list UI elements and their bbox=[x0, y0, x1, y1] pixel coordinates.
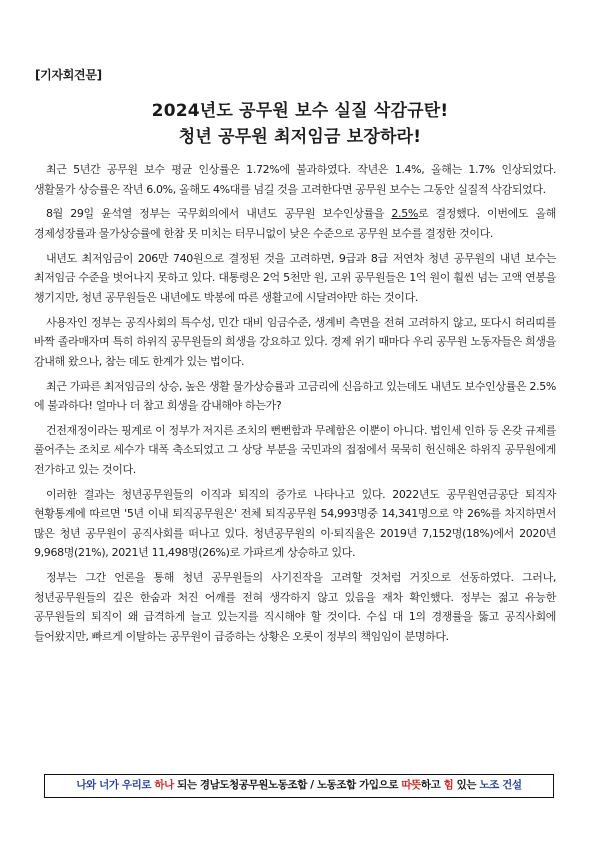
paragraph-2 bbox=[34, 204, 556, 243]
paragraph-5: 최근 가파른 최저임금의 상승, 높은 생활 물가상승률과 고금리에 신음하고 있는데도 내년도 보수인상률은 2.5%에 불과하다! 얼마나 더 참고 희생을 감내해야 하는가? bbox=[34, 379, 556, 413]
slogan-highlight-hana: 하나 bbox=[154, 779, 174, 791]
raise-rate-underlined: 2.5% bbox=[391, 207, 418, 221]
paragraph-3: 내년도 최저임금이 206만 740원으로 결정된 것을 고려하면, 9급과 8급 저연차 청년 공무원의 내년 보수는 최저임금 수준을 벗어나지 못하고 있다. 대통령은 2억 5천만 원, 고위 공무원들은 1억 원이 훨씬 넘는 고액 연봉을 챙기지만, 청년 공무원들은 내년에도 박봉에 따른 생활고에 시달려야만 하는 것이다. bbox=[34, 251, 556, 304]
slogan-part-7: 있는 bbox=[453, 779, 480, 791]
slogan-highlight-him: 힘 bbox=[443, 779, 454, 791]
slogan-part-5: 하고 bbox=[420, 779, 444, 791]
document-type-tag: [기자회견문] bbox=[35, 68, 102, 82]
title-line-2: 청년 공무원 최저임금 보장하라! bbox=[178, 127, 422, 147]
paragraph-7: 이러한 결과는 청년공무원들의 이직과 퇴직의 증가로 나타나고 있다. 2022년도 공무원연금공단 퇴직자 현황통계에 따르면 '5년 이내 퇴직공무원은' 전체 퇴직공무원 54,993명중 14,341명으로 약 26%를 차지하면서 많은 청년 공무원이 공직사회를 떠나고 있다. 청년공무원의 이·퇴직율은 2019년 7,152명(18%)에서 2020년 9,968명(21%), 2021년 11,498명(26%)로 가파르게 상승하고 있다. bbox=[34, 487, 556, 560]
paragraph-6: 건전재정이라는 핑계로 이 정부가 저지른 조치의 뻔뻔함과 무례함은 이뿐이 아니다. 법인세 인하 등 온갖 규제를 풀어주는 조치로 세수가 대폭 축소되었고 그 상당 부분을 국민과의 접점에서 묵묵히 헌신해온 하위직 공무원에게 전가하고 있는 것이다. bbox=[34, 423, 556, 476]
paragraph-8: 정부는 그간 언론을 통해 청년 공무원들의 사기진작을 고려할 것처럼 거짓으로 선동하였다. 그러나, 청년공무원들의 깊은 한숨과 처진 어깨를 전혀 생각하지 않고 있음을 재차 확인했다. 정부는 젊고 유능한 공무원들의 퇴직이 왜 급격하게 늘고 있는지를 직시해야 할 것이다. 수십 대 1의 경쟁률을 뚫고 공직사회에 들어왔지만, 빠르게 이탈하는 공무원이 급증하는 상황은 오롯이 정부의 책임임이 분명하다. bbox=[34, 571, 556, 643]
slogan-part-3: 되는 경남도청공무원노동조합 / 노동조합 가입으로 bbox=[173, 779, 402, 791]
paragraph-2-text-end: 로 결정했다. 이번에도 올해 경제성장률과 물가상승률에 한참 못 미치는 터무니없이 낮은 수준으로 공무원 보수를 결정한 것이다. bbox=[34, 207, 556, 240]
paragraph-2-text-start: 8월 29일 윤석열 정부는 국무회의에서 내년도 공무원 보수인상률을 bbox=[46, 207, 392, 221]
slogan-part-1: 나와 너가 우리로 bbox=[76, 779, 155, 791]
slogan-highlight-union: 노조 건설 bbox=[479, 779, 522, 791]
paragraph-4: 사용자인 정부는 공직사회의 특수성, 민간 대비 임금수준, 생계비 측면을 전혀 고려하지 않고, 또다시 허리띠를 바짝 졸라매자며 특히 하위직 공무원들의 희생을 강요하고 있다. 경제 위기 때마다 우리 공무원 노동자들은 희생을 감내해 왔으나, 참는 데도 한계가 있는 법이다. bbox=[34, 315, 556, 368]
slogan-highlight-ttatteut: 따뜻 bbox=[401, 779, 421, 791]
statement-body bbox=[34, 160, 556, 652]
paragraph-1: 최근 5년간 공무원 보수 평균 인상률은 1.72%에 불과하였다. 작년은 1.4%, 올해는 1.7% 인상되었다. 생활물가 상승률은 작년 6.0%, 올해도 4%대를 넘길 것을 고려한다면 공무원 보수는 그동안 실질적 삭감되었다. bbox=[34, 163, 556, 196]
title-line-1: 2024년도 공무원 보수 실질 삭감규탄! bbox=[151, 101, 449, 121]
union-slogan-box bbox=[44, 774, 554, 798]
